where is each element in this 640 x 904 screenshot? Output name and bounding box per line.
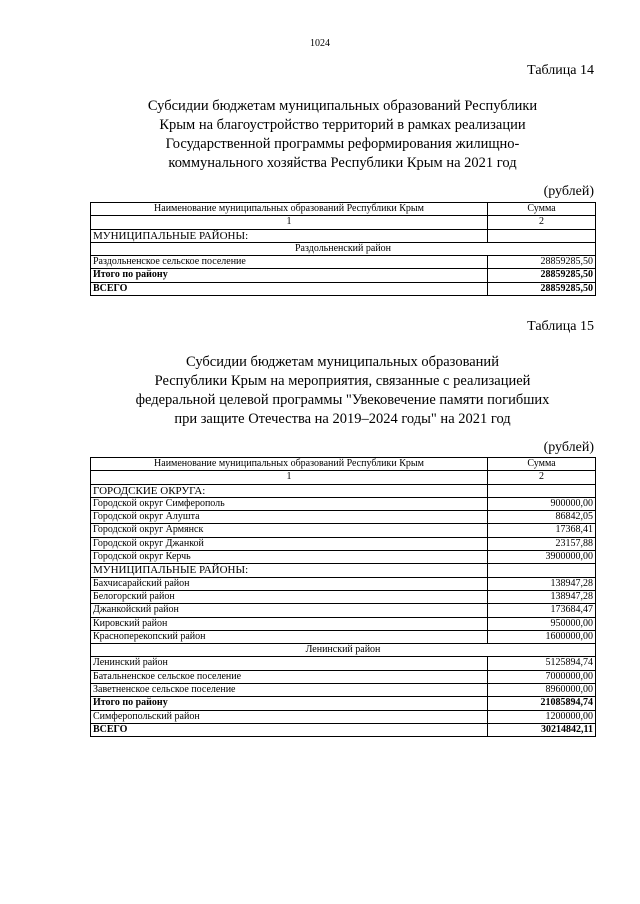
subtotal-row	[91, 697, 596, 710]
row-name: Заветненское сельское поселение	[91, 684, 488, 697]
row-sum: 900000,00	[488, 497, 596, 510]
table-row	[91, 577, 596, 590]
row-sum: 138947,28	[488, 590, 596, 603]
table-row	[91, 524, 596, 537]
row-name: Белогорский район	[91, 590, 488, 603]
table14-title	[90, 97, 595, 173]
total-row	[91, 282, 596, 295]
row-sum: 17368,41	[488, 524, 596, 537]
table-row	[91, 710, 596, 723]
table15	[90, 457, 596, 737]
total-sum: 28859285,50	[488, 282, 596, 295]
row-name: Батальненское сельское поселение	[91, 670, 488, 683]
section-row	[91, 484, 596, 497]
row-sum: 8960000,00	[488, 684, 596, 697]
row-sum: 7000000,00	[488, 670, 596, 683]
section-label: МУНИЦИПАЛЬНЫЕ РАЙОНЫ:	[91, 229, 488, 242]
table-row	[91, 497, 596, 510]
row-sum: 3900000,00	[488, 551, 596, 564]
header-num-2: 2	[488, 471, 596, 484]
table14-title-line: Государственной программы реформирования жилищно-	[165, 136, 520, 152]
empty-cell	[488, 229, 596, 242]
row-sum: 1600000,00	[488, 630, 596, 643]
district-label: Ленинский район	[91, 644, 596, 657]
table-row	[91, 657, 596, 670]
header-num-1: 1	[91, 471, 488, 484]
row-name: Городской округ Симферополь	[91, 497, 488, 510]
total-label: ВСЕГО	[91, 723, 488, 736]
table14-unit: (рублей)	[543, 184, 594, 199]
header-num-2: 2	[488, 216, 596, 229]
row-sum: 173684,47	[488, 604, 596, 617]
row-sum: 23157,88	[488, 537, 596, 550]
empty-cell	[488, 564, 596, 577]
row-name: Кировский район	[91, 617, 488, 630]
district-row	[91, 644, 596, 657]
row-name: Красноперекопский район	[91, 630, 488, 643]
row-name: Джанкойский район	[91, 604, 488, 617]
subtotal-sum: 28859285,50	[488, 269, 596, 282]
district-row	[91, 242, 596, 255]
section-label: ГОРОДСКИЕ ОКРУГА:	[91, 484, 488, 497]
table-row	[91, 511, 596, 524]
table15-label: Таблица 15	[527, 319, 594, 334]
table14	[90, 202, 596, 296]
table-row	[91, 604, 596, 617]
section-row	[91, 564, 596, 577]
row-sum: 5125894,74	[488, 657, 596, 670]
table-row	[91, 684, 596, 697]
row-name: Городской округ Керчь	[91, 551, 488, 564]
row-sum: 28859285,50	[488, 256, 596, 269]
table15-title	[90, 353, 595, 429]
row-name: Раздольненское сельское поселение	[91, 256, 488, 269]
table15-unit: (рублей)	[543, 440, 594, 455]
table-row	[91, 256, 596, 269]
table-row	[91, 590, 596, 603]
header-num-1: 1	[91, 216, 488, 229]
page-number: 1024	[310, 38, 330, 49]
row-name: Бахчисарайский район	[91, 577, 488, 590]
table-header-num-row	[91, 471, 596, 484]
row-name: Городской округ Алушта	[91, 511, 488, 524]
subtotal-label: Итого по району	[91, 697, 488, 710]
subtotal-row	[91, 269, 596, 282]
row-sum: 86842,05	[488, 511, 596, 524]
table14-title-line: Субсидии бюджетам муниципальных образований Республики	[147, 98, 538, 114]
table14-label: Таблица 14	[527, 63, 594, 78]
section-label: МУНИЦИПАЛЬНЫЕ РАЙОНЫ:	[91, 564, 488, 577]
header-sum: Сумма	[488, 458, 596, 471]
section-row	[91, 229, 596, 242]
total-label: ВСЕГО	[91, 282, 488, 295]
table15-title-line: Республики Крым на мероприятия, связанные с реализацией	[154, 373, 531, 389]
table-row	[91, 551, 596, 564]
header-name: Наименование муниципальных образований Республики Крым	[91, 203, 488, 216]
table14-title-line: коммунального хозяйства Республики Крым на 2021 год	[168, 155, 517, 171]
row-name: Ленинский район	[91, 657, 488, 670]
table-row	[91, 670, 596, 683]
row-name: Городской округ Джанкой	[91, 537, 488, 550]
row-sum: 950000,00	[488, 617, 596, 630]
row-sum: 1200000,00	[488, 710, 596, 723]
table-header-row	[91, 458, 596, 471]
total-sum: 30214842,11	[488, 723, 596, 736]
subtotal-sum: 21085894,74	[488, 697, 596, 710]
row-sum: 138947,28	[488, 577, 596, 590]
table14-title-line: Крым на благоустройство территорий в рамках реализации	[159, 117, 526, 133]
table-row	[91, 630, 596, 643]
header-sum: Сумма	[488, 203, 596, 216]
row-name: Симферопольский район	[91, 710, 488, 723]
row-name: Городской округ Армянск	[91, 524, 488, 537]
table15-title-line: Субсидии бюджетам муниципальных образований	[186, 354, 499, 370]
table15-title-line: федеральной целевой программы "Увековечение памяти погибших	[135, 392, 550, 408]
table-header-row	[91, 203, 596, 216]
table15-title-line: при защите Отечества на 2019–2024 годы" на 2021 год	[174, 411, 511, 427]
total-row	[91, 723, 596, 736]
subtotal-label: Итого по району	[91, 269, 488, 282]
header-name: Наименование муниципальных образований Республики Крым	[91, 458, 488, 471]
empty-cell	[488, 484, 596, 497]
table-row	[91, 537, 596, 550]
table-header-num-row	[91, 216, 596, 229]
table-row	[91, 617, 596, 630]
district-label: Раздольненский район	[91, 242, 596, 255]
